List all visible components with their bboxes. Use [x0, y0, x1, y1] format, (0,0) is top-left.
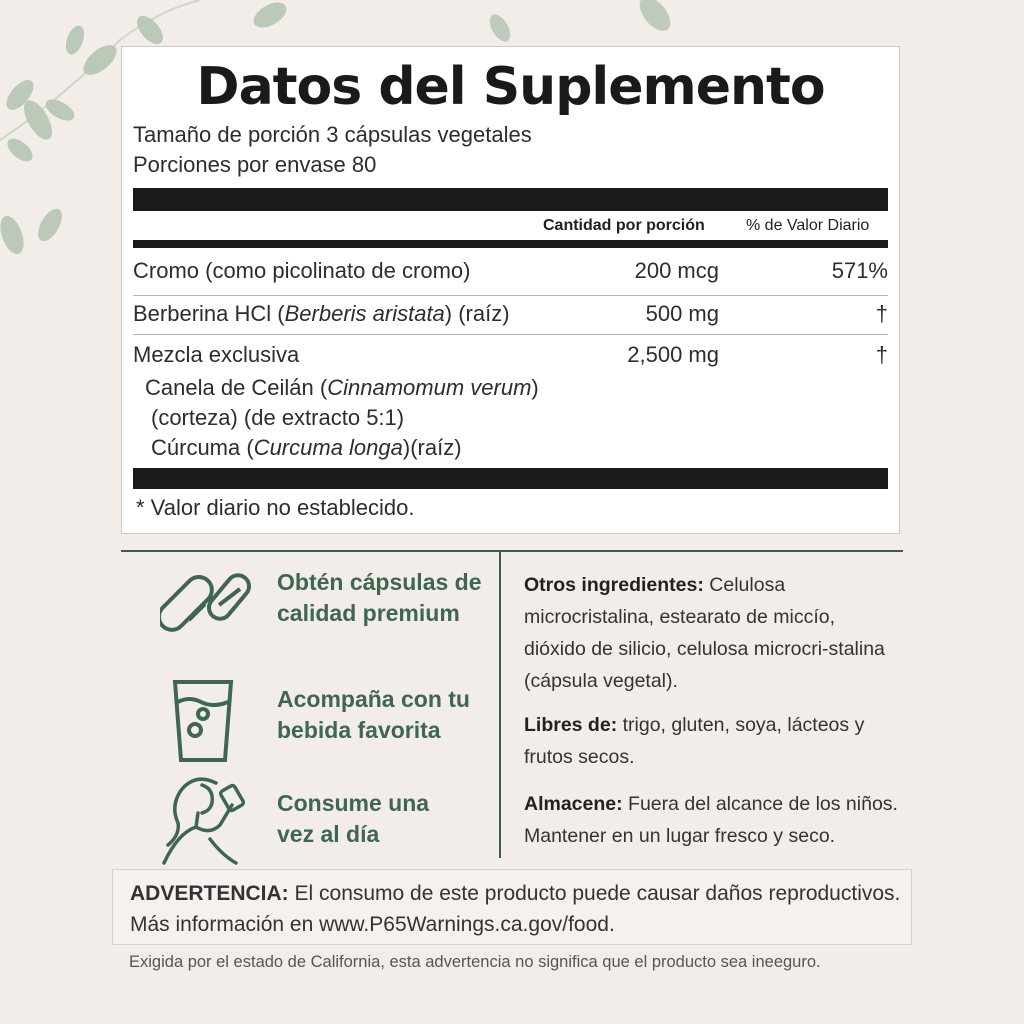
thick-divider-top: [133, 188, 888, 211]
nutrient-amount: 500 mg: [645, 301, 719, 326]
woman-drinking-icon: [158, 775, 270, 865]
feature-once-a-day: Consume una vez al día: [277, 790, 430, 847]
amount-column-header: Cantidad por porción: [543, 217, 705, 234]
warning-text: El consumo de este producto puede causar daños reproductivos. Más información en www.P65Warnings.ca.gov/food.: [130, 882, 901, 936]
storage: Almacene: Fuera del alcance de los niños. Mantener en un lugar fresco y seco.: [524, 793, 898, 847]
nutrient-name: Cromo (como picolinato de cromo): [133, 258, 471, 283]
nutrient-daily-value: †: [875, 301, 888, 326]
feature-favorite-drink: Acompaña con tu bebida favorita: [277, 686, 470, 743]
prop65-warning-box: [112, 869, 912, 945]
capsules-icon: [160, 568, 260, 660]
nutrient-name: Berberina HCl (Berberis aristata) (raíz): [133, 301, 510, 326]
daily-value-column-header: % de Valor Diario: [746, 217, 870, 234]
serving-size: Tamaño de porción 3 cápsulas vegetales: [133, 122, 532, 147]
feature-premium-capsules: Obtén cápsulas de calidad premium: [277, 569, 482, 626]
row-separator: [133, 295, 888, 296]
footnote: * Valor diario no establecido.: [136, 495, 415, 520]
servings-per-container: Porciones por envase 80: [133, 152, 377, 177]
nutrient-amount: 2,500 mg: [627, 342, 719, 367]
nutrient-amount: 200 mcg: [634, 258, 719, 283]
nutrient-daily-value: 571%: [831, 258, 888, 283]
nutrient-name: Mezcla exclusiva: [133, 342, 300, 367]
nutrient-daily-value: †: [875, 342, 888, 367]
warning-label: ADVERTENCIA:: [130, 882, 289, 905]
california-note: Exigida por el estado de California, esta advertencia no significa que el producto sea ineeguro.: [129, 953, 821, 971]
glass-icon: [171, 678, 235, 764]
thick-divider-bottom: [133, 468, 888, 489]
blend-ingredient: Cúrcuma (Curcuma longa)(raíz): [151, 435, 462, 460]
blend-ingredient: Canela de Ceilán (Cinnamomum verum): [145, 375, 539, 400]
other-ingredients: Otros ingredientes: Celulosa microcristalina, estearato de miccío, dióxido de silicio, celulosa microcri-stalina (cápsula vegetal).: [524, 574, 885, 692]
section-divider: [121, 550, 903, 552]
row-separator: [133, 334, 888, 335]
panel-title: Datos del Suplemento: [196, 57, 825, 117]
medium-divider: [133, 240, 888, 248]
blend-ingredient-detail: (corteza) (de extracto 5:1): [151, 405, 405, 430]
supplement-facts-panel: [121, 46, 900, 534]
free-from: Libres de: trigo, gluten, soya, lácteos y frutos secos.: [524, 714, 865, 768]
